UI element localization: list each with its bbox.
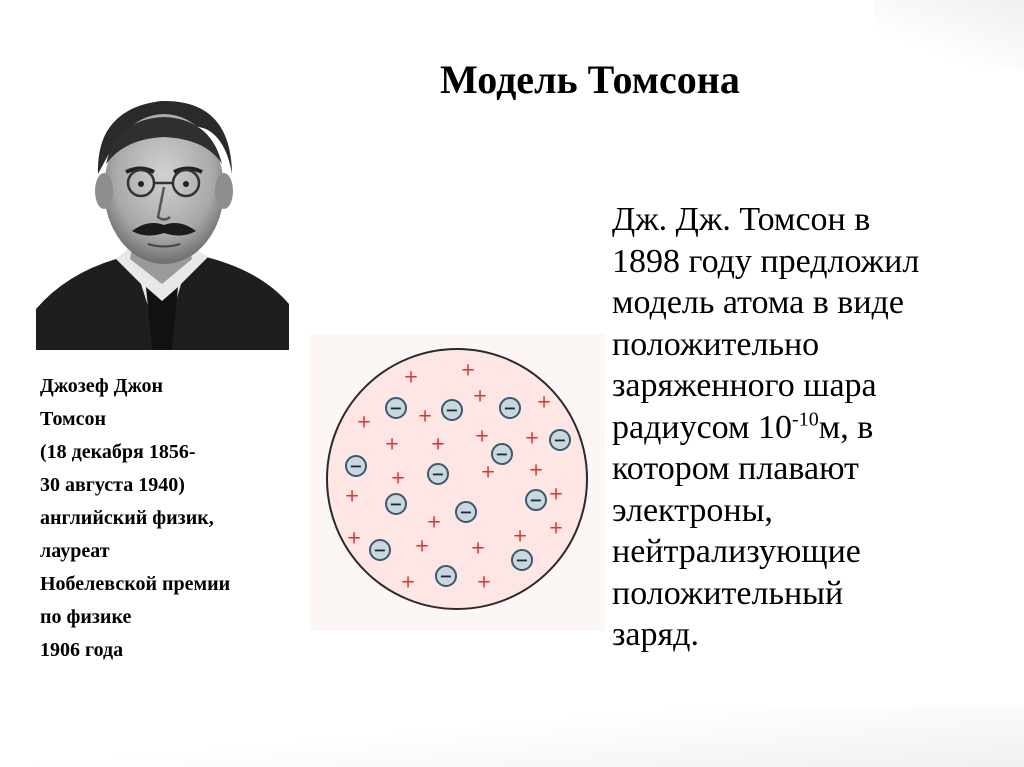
positive-charge: +: [548, 483, 564, 505]
electron: [500, 398, 520, 418]
negative-charge: −: [515, 550, 529, 570]
positive-charge: +: [512, 525, 528, 547]
radius-unit-text: м, в: [818, 408, 874, 446]
electron: [526, 490, 546, 510]
positive-charge: +: [528, 459, 544, 481]
portrait-photo: [36, 79, 289, 350]
description-line: заряженного шара: [612, 367, 877, 404]
electron: [386, 494, 406, 514]
slide-title: Модель Томсона: [440, 57, 740, 102]
positive-charge: +: [417, 405, 433, 427]
caption-line: Джозеф Джон: [40, 375, 164, 397]
positive-charge: +: [344, 485, 360, 507]
description-line: заряд.: [612, 616, 699, 653]
negative-charge: −: [529, 490, 543, 510]
positive-charge: +: [426, 511, 442, 533]
caption-line: (18 декабря 1856-: [40, 441, 196, 463]
negative-charge: −: [445, 400, 459, 420]
electron: [456, 502, 476, 522]
bottom-decoration: [0, 707, 1024, 767]
negative-charge: −: [459, 502, 473, 522]
positive-charge: +: [403, 366, 419, 388]
corner-decoration: [874, 0, 1024, 70]
electron: [442, 400, 462, 420]
description-line: нейтрализующие: [612, 533, 861, 570]
positive-charge: +: [384, 433, 400, 455]
positive-charge: +: [536, 391, 552, 413]
positive-charge: +: [474, 425, 490, 447]
portrait-caption: [40, 370, 310, 667]
positive-charge: +: [414, 535, 430, 557]
atom-diagram: [310, 334, 605, 631]
caption-line: 30 августа 1940): [40, 474, 185, 496]
negative-charge: −: [553, 430, 567, 450]
negative-charge: −: [439, 566, 453, 586]
electron: [550, 430, 570, 450]
positive-charge: +: [460, 359, 476, 381]
description-line: [612, 407, 1012, 449]
electron: [512, 550, 532, 570]
positive-charge: +: [400, 571, 416, 593]
radius-text: радиусом 10: [612, 408, 793, 446]
positive-charge: +: [430, 433, 446, 455]
electron: [386, 398, 406, 418]
caption-line: 1906 года: [40, 639, 124, 661]
caption-line: Нобелевской премии: [40, 573, 231, 595]
description-line: 1898 году предложил: [612, 242, 920, 280]
description-line: котором плавают: [612, 450, 859, 487]
caption-line: английский физик,: [40, 507, 214, 529]
description-line: положительно: [612, 325, 820, 363]
negative-charge: −: [495, 444, 509, 464]
electron: [492, 444, 512, 464]
description-line: положительный: [612, 574, 844, 612]
positive-sphere: [327, 349, 587, 609]
electron: [346, 456, 366, 476]
positive-charge: +: [356, 411, 372, 433]
negative-charge: −: [389, 398, 403, 418]
electron: [370, 540, 390, 560]
negative-charge: −: [503, 398, 517, 418]
radius-exponent: -10: [792, 408, 819, 431]
positive-charge: +: [480, 461, 496, 483]
caption-line: лауреат: [40, 540, 110, 562]
electron: [428, 464, 448, 484]
positive-charge: +: [470, 537, 486, 559]
caption-line: Томсон: [40, 408, 107, 430]
negative-charge: −: [349, 456, 363, 476]
negative-charge: −: [431, 464, 445, 484]
description-text: [612, 199, 1012, 656]
description-line: электроны,: [612, 491, 773, 529]
portrait-illustration: [36, 79, 289, 350]
positive-charge: +: [524, 427, 540, 449]
thomson-model-illustration: [310, 334, 605, 631]
description-line: модель атома в виде: [612, 284, 904, 321]
positive-charge: +: [476, 571, 492, 593]
positive-charge: +: [390, 467, 406, 489]
description-line: Дж. Дж. Томсон в: [612, 201, 871, 238]
caption-line: по физике: [40, 606, 132, 628]
positive-charge: +: [472, 385, 488, 407]
negative-charge: −: [373, 540, 387, 560]
negative-charge: −: [389, 494, 403, 514]
electron: [436, 566, 456, 586]
positive-charge: +: [548, 517, 564, 539]
positive-charge: +: [346, 527, 362, 549]
